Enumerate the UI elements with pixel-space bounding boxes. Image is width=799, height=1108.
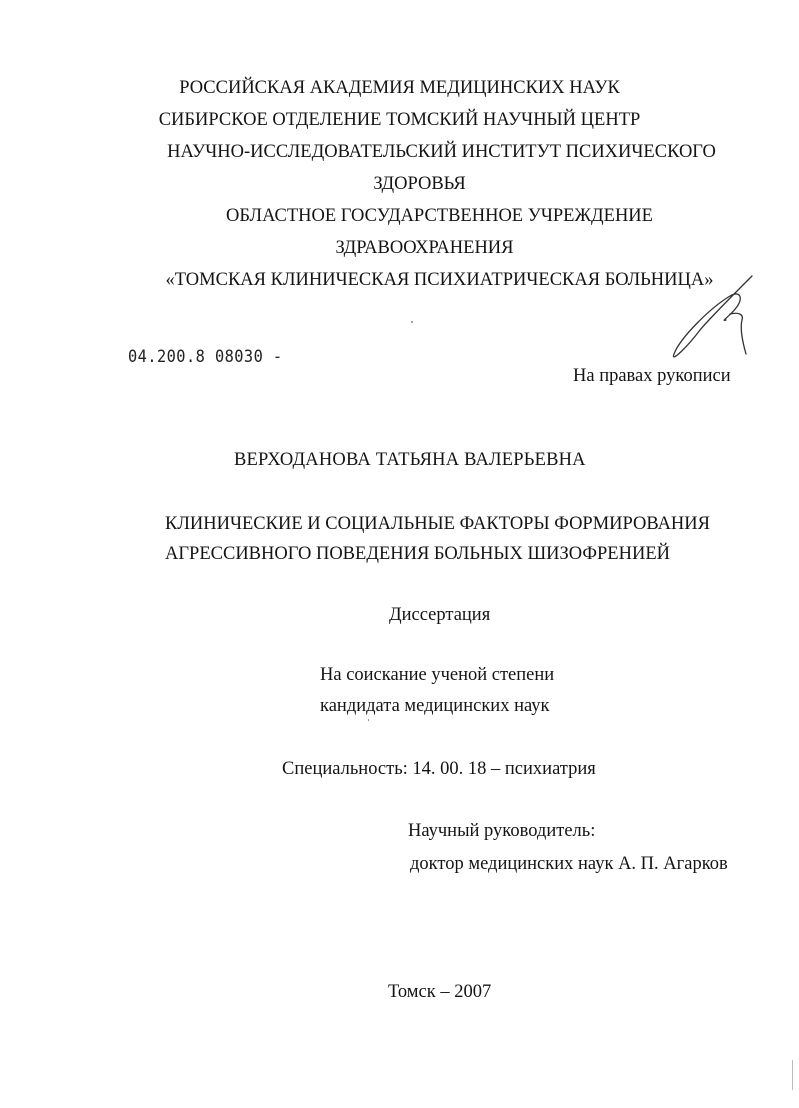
header-line-3: НАУЧНО-ИССЛЕДОВАТЕЛЬСКИЙ ИНСТИТУТ ПСИХИЧЕСКОГО [167,142,716,162]
title-line-1: КЛИНИЧЕСКИЕ И СОЦИАЛЬНЫЕ ФАКТОРЫ ФОРМИРОВАНИЯ [165,514,710,534]
signature [660,268,760,368]
doc-type: Диссертация [389,605,491,625]
degree-line-2: кандидата медицинских наук [320,696,550,716]
stamp-number: 04.200.8 08030 - [128,347,283,367]
specialty: Специальность: 14. 00. 18 – психиатрия [282,759,596,779]
manuscript-note: На правах рукописи [573,366,731,386]
supervisor-name: доктор медицинских наук А. П. Агарков [410,854,728,874]
scan-edge-mark [784,1060,793,1090]
author-name: ВЕРХОДАНОВА ТАТЬЯНА ВАЛЕРЬЕВНА [234,450,586,470]
speck [368,719,369,721]
header-line-4: ЗДОРОВЬЯ [373,174,466,194]
header-line-7: «ТОМСКАЯ КЛИНИЧЕСКАЯ ПСИХИАТРИЧЕСКАЯ БОЛЬНИЦА» [165,270,714,290]
title-line-2: АГРЕССИВНОГО ПОВЕДЕНИЯ БОЛЬНЫХ ШИЗОФРЕНИЕЙ [165,544,670,564]
header-line-6: ЗДРАВООХРАНЕНИЯ [335,238,514,258]
header-line-1: РОССИЙСКАЯ АКАДЕМИЯ МЕДИЦИНСКИХ НАУК [179,78,620,98]
header-line-5: ОБЛАСТНОЕ ГОСУДАРСТВЕННОЕ УЧРЕЖДЕНИЕ [226,206,653,226]
speck [411,321,413,323]
degree-line-1: На соискание ученой степени [320,665,555,685]
supervisor-label: Научный руководитель: [408,821,596,841]
header-line-2: СИБИРСКОЕ ОТДЕЛЕНИЕ ТОМСКИЙ НАУЧНЫЙ ЦЕНТР [158,110,641,130]
place-year: Томск – 2007 [388,982,492,1002]
